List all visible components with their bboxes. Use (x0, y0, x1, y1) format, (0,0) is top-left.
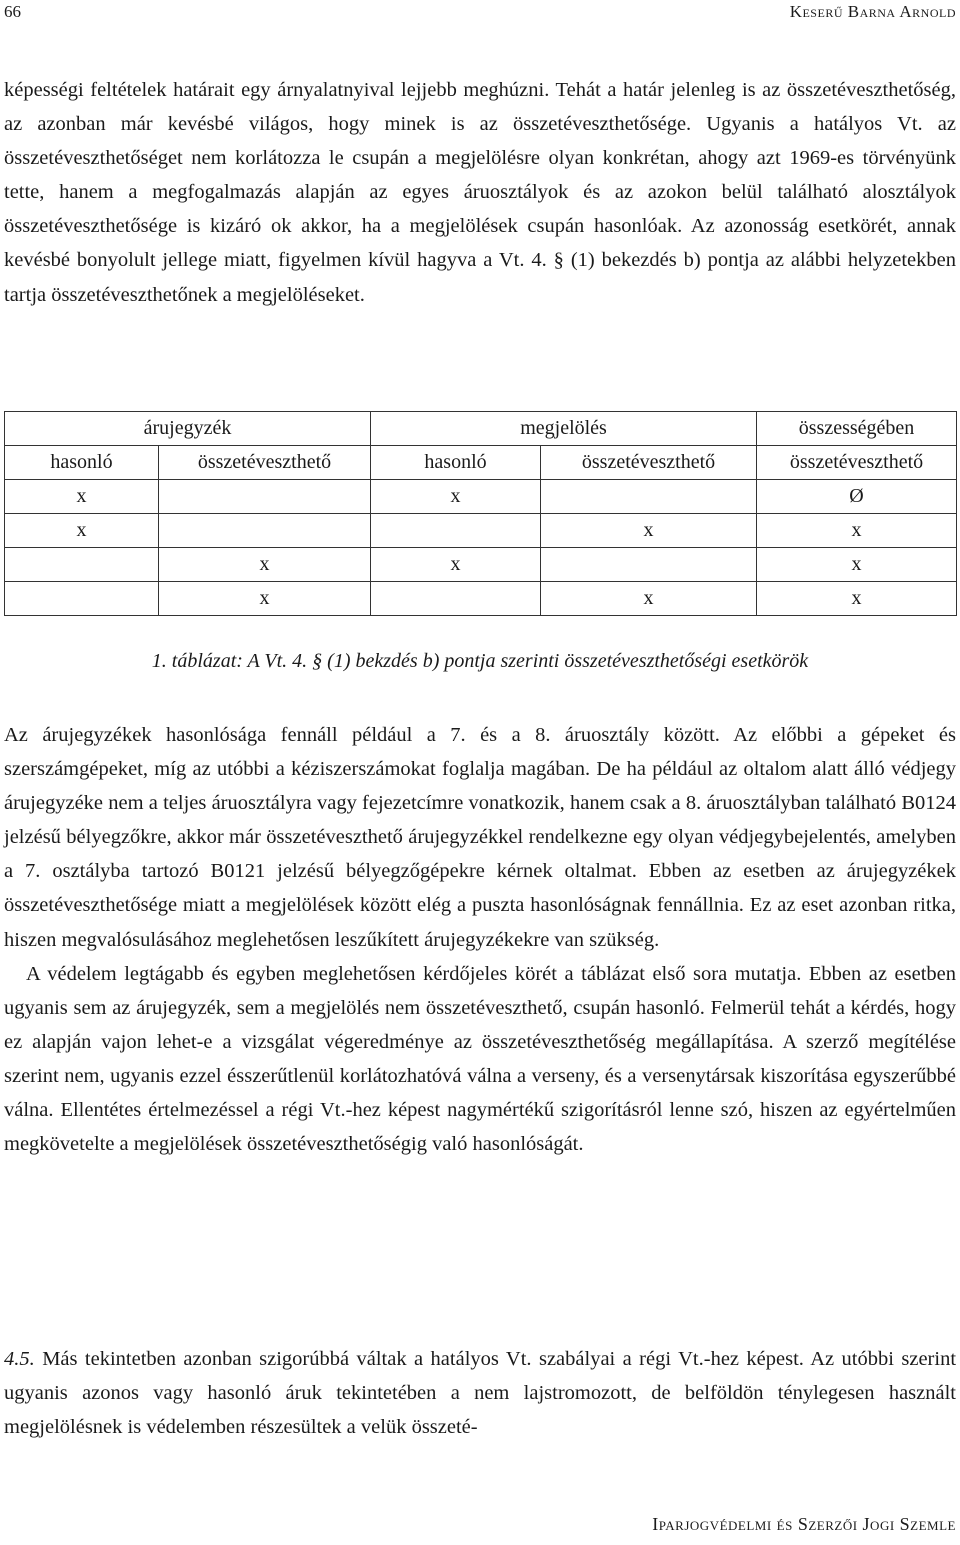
table-cell: x (371, 480, 541, 514)
table-group-header-row (5, 412, 957, 446)
table-group-header: összességében (757, 412, 957, 446)
table-cell: x (541, 514, 757, 548)
table-row (5, 480, 957, 514)
table-caption: 1. táblázat: A Vt. 4. § (1) bekzdés b) pontja szerinti összetéveszthetőségi esetkörök (151, 650, 809, 672)
section-4-5 (4, 1342, 956, 1444)
table-cell: x (757, 548, 957, 582)
table-cell: Ø (757, 480, 957, 514)
section-number: 4.5. (4, 1348, 35, 1370)
table-sub-header: hasonló (5, 446, 159, 480)
table-row (5, 582, 957, 616)
table-row (5, 514, 957, 548)
case-table-wrapper (4, 411, 956, 616)
table-row (5, 548, 957, 582)
table-cell: x (371, 548, 541, 582)
table-cell (541, 480, 757, 514)
table-cell (159, 514, 371, 548)
table-cell: x (757, 514, 957, 548)
table-cell (371, 582, 541, 616)
section-text: Más tekintetben azonban szigorúbbá váltak a hatályos Vt. szabályai a régi Vt.-hez képest. Az utóbbi szerint ugyanis azonos vagy hasonló áruk tekintetében a nem lajstromozott, de belföldön ténylegesen használt megjelölésnek is védelemben részesültek a velük összeté- (4, 1348, 957, 1439)
table-cell (5, 582, 159, 616)
table-cell: x (159, 548, 371, 582)
body-paragraph: A védelem legtágabb és egyben meglehetősen kérdőjeles körét a táblázat első sora mutatja. Ebben az esetben ugyanis sem az árujegyzék, sem a megjelölés nem összetéveszthető, csupán hasonló. Felmerül tehát a kérdés, hogy ez alapján vajon lehet-e a vizsgálat végeredménye az összetéveszthetőség megállapítása. A szerző megítélése szerint nem, ugyanis ezzel ésszerűtlenül korlátozhatóvá válna a verseny, és a versenytársak kiszorítása egyszerűbbé válna. Ellentétes értelmezéssel a régi Vt.-hez képest nagymértékű szigorításról lenne szó, hiszen az egyértelműen megkövetelte a megjelölések összetéveszthetőségig való hasonlóságát. (4, 962, 956, 1156)
running-foot-journal: Iparjogvédelmi és Szerzői Jogi Szemle (652, 1514, 956, 1534)
table-cell (159, 480, 371, 514)
table-cell: x (541, 582, 757, 616)
body-paragraph: Az árujegyzékek hasonlósága fennáll például a 7. és a 8. áruosztály között. Az előbbi a gépeket és szerszámgépeket, míg az utóbbi a kéziszerszámokat foglalja magában. De ha például az oltalom alatt álló védjegy árujegyzéke nem a teljes áruosztályra vagy fejezetcímre vonatkozik, hanem csak a 8. áruosztályban található B0124 jelzésű bélyegzőkre, akkor már összetéveszthető árujegyzékkel rendelkezne egy olyan védjegybejelentés, amelyben a 7. osztályba tartozó B0121 jelzésű bélyegzőgépekre kérnek oltalmat. Ebben az esetben az árujegyzékek összetéveszthetősége miatt a megjelölések között elég a puszta hasonlóságnak fennállnia. Ez az eset azonban ritka, hiszen megvalósulásához meglehetősen leszűkített árujegyzékekre van szükség. (4, 724, 956, 951)
body-paragraphs (4, 718, 956, 1161)
table-cell (371, 514, 541, 548)
table-sub-header-row (5, 446, 957, 480)
table-cell: x (5, 514, 159, 548)
table-cell (5, 548, 159, 582)
table-sub-header: összetéveszthető (541, 446, 757, 480)
table-cell (541, 548, 757, 582)
running-head-author: Keserű Barna Arnold (789, 2, 956, 21)
case-table (4, 411, 957, 616)
table-cell: x (757, 582, 957, 616)
table-sub-header: összetéveszthető (757, 446, 957, 480)
table-group-header: árujegyzék (5, 412, 371, 446)
section-paragraph (4, 1342, 956, 1444)
table-sub-header: hasonló (371, 446, 541, 480)
intro-paragraph-block (4, 73, 956, 312)
table-cell: x (5, 480, 159, 514)
table-cell: x (159, 582, 371, 616)
running-head (4, 2, 956, 26)
table-group-header: megjelölés (371, 412, 757, 446)
page-number: 66 (4, 2, 21, 21)
intro-paragraph: képességi feltételek határait egy árnyalatnyival lejjebb meghúzni. Tehát a határ jelenleg is az összetéveszthetőség, az azonban már kevésbé világos, hogy minek is az összetéveszthetősége. Ugyanis a hatályos Vt. az összetéveszthetőséget nem korlátozza le csupán a megjelölésre olyan konkrétan, ahogy azt 1969-es törvényünk tette, hanem a megfogalmazás alapján az egyes áruosztályok és az azokon belül található alosztályok összetéveszthetősége is kizáró ok akkor, ha a megjelölések csupán hasonlóak. Az azonosság esetkörét, annak kevésbé bonyolult jellege miatt, figyelmen kívül hagyva a Vt. 4. § (1) bekezdés b) pontja az alábbi helyzetekben tartja összetéveszthetőnek a megjelöléseket. (4, 79, 956, 306)
table-sub-header: összetéveszthető (159, 446, 371, 480)
